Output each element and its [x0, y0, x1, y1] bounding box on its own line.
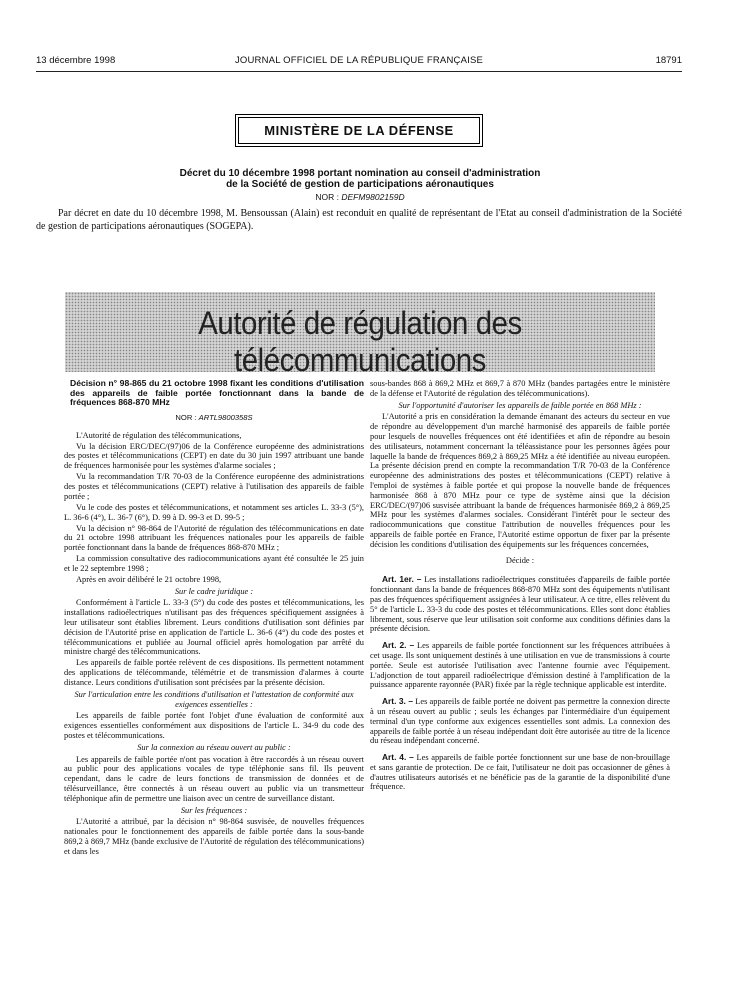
article-text: Les appareils de faible portée ne doivent pas permettre la connexion directe à un réseau ouvert au public ; seuls les échanges par l'intermédiaire d'un équipement terminal d'un type conforme aux exigences essentielles sont admis. La connexion des appareils de faible portée à un réseau indépendant doit être autorisée au titre de la licence du réseau indépendant concerné.	[370, 697, 670, 746]
article-4	[370, 753, 670, 792]
header-date: 13 décembre 1998	[36, 55, 116, 66]
article-label: Art. 1er. –	[382, 574, 422, 585]
body-paragraph: Les appareils de faible portée n'ont pas vocation à être raccordés à un réseau ouvert au public pour des applications vocales de type téléphonie sans fil. Ils peuvent cependant, dans le cadre de leurs fonctions de transmission de données et de télésurveillance, être connectés à un réseau ouvert au public via un transmetteur téléphonique afin de permettre une liaison avec un centre de surveillance distant.	[64, 754, 364, 803]
visa-paragraph: Vu le code des postes et télécommunications, et notamment ses articles L. 33-3 (5°), L. 36-6 (4°), L. 36-7 (6°), D. 99 à D. 99-3 et D. 99-5 ;	[64, 502, 364, 522]
decree-title-line1: Décret du 10 décembre 1998 portant nomination au conseil d'administration	[179, 168, 541, 179]
header-journal-title: JOURNAL OFFICIEL DE LA RÉPUBLIQUE FRANÇAISE	[234, 55, 484, 66]
page-header	[36, 55, 682, 69]
header-page-number: 18791	[655, 55, 682, 66]
article-text: Les installations radioélectriques constituées d'appareils de faible portée fonctionnant dans la bande de fréquences 868-870 MHz sont des équipements n'utilisant pas des fréquences spécifiquement assignées à leur utilisateur. A ce titre, elles relèvent du 5° de l'article L. 33-3 du code des postes et télécommunications. Elles sont donc établies librement, sous réserve que leur utilisation soit conforme aux conditions définies dans la présente décision.	[370, 575, 670, 634]
article-text: Les appareils de faible portée fonctionnent sur une base de non-brouillage et sans garantie de protection. De ce fait, l'utilisateur ne doit pas occasionner de gênes à d'autres utilisateurs autorisés et ne bénéficie pas de la garantie de la disponibilité d'une fréquence.	[370, 753, 670, 792]
visa-paragraph: L'Autorité de régulation des télécommunications,	[76, 430, 242, 440]
visa-paragraph: La commission consultative des radiocommunications ayant été consultée le 25 juin et le 22 septembre 1998 ;	[64, 554, 364, 573]
decree-title-line2: de la Société de gestion de participations aéronautiques	[226, 179, 494, 190]
section-heading: Sur l'articulation entre les conditions d'utilisation et l'attestation de conformité aux exigences essentielles :	[74, 689, 354, 709]
article-text: Les appareils de faible portée fonctionnent sur les fréquences attribuées à cet usage. Ils sont uniquement destinés à une utilisation en vue de transmissions à courte portée. Seule est autorisée l'utilisation avec l'antenne fournie avec l'équipement. L'adjonction de tout appareil radioélectrique d'émission destiné à l'amplification de la puissance apparente rayonnée (PAR) fixée par la règle technique applicable est interdite.	[370, 641, 671, 690]
nor-code: DEFM9802159D	[341, 192, 405, 202]
section-heading: Sur l'opportunité d'autoriser les appareils de faible portée en 868 MHz :	[398, 400, 642, 410]
nor-label: NOR :	[175, 412, 197, 422]
visa-paragraph: Vu la décision ERC/DEC/(97)06 de la Conférence européenne des administrations des postes et télécommunications (CEPT) en date du 30 juin 1997 attribuant une bande de fréquences harmonisée pour les systèmes d'alarme sociales ;	[64, 441, 364, 471]
decision-title: Décision n° 98-865 du 21 octobre 1998 fixant les conditions d'utilisation des appareils de faible portée fonctionnant dans la bande de fréquences 868-870 MHz	[70, 378, 364, 408]
article-3	[370, 697, 670, 746]
right-column	[370, 379, 670, 793]
body-paragraph: L'Autorité a attribué, par la décision n° 98-864 susvisée, de nouvelles fréquences nationales pour le fonctionnement des appareils de faible portée dans la sous-bande 869,2 à 869,7 MHz (bande exclusive de l'Autorité de régulation des télécommunications) et dans les	[64, 817, 364, 856]
decree-nor	[100, 192, 620, 202]
section-heading: Sur les fréquences :	[180, 805, 248, 815]
left-column	[64, 379, 364, 858]
nor-label: NOR :	[315, 192, 339, 202]
nor-code: ARTL9800358S	[198, 412, 253, 422]
ministry-heading: MINISTÈRE DE LA DÉFENSE	[238, 117, 480, 144]
header-rule	[36, 71, 682, 72]
article-label: Art. 3. –	[382, 696, 413, 707]
body-paragraph: Conformément à l'article L. 33-3 (5°) du code des postes et télécommunications, les installations radioélectriques n'utilisant pas des fréquences spécifiquement assignées à leur utilisateur sont établies librement. Leurs conditions d'utilisation sont définies par décision de l'Autorité prise en application de l'article L. 36-6 (4°) du code des postes et télécommunications et publiée au Journal officiel après homologation par arrêté du ministre chargé des télécommunications.	[64, 598, 364, 657]
visa-paragraph: Vu la recommandation T/R 70-03 de la Conférence européenne des administrations des postes et télécommunications (CEPT) relative à l'utilisation des appareils de faible portée ;	[64, 472, 364, 501]
decide-heading: Décide :	[505, 555, 535, 565]
article-1	[370, 575, 670, 634]
article-label: Art. 4. –	[382, 752, 414, 763]
body-paragraph: sous-bandes 868 à 869,2 MHz et 869,7 à 870 MHz (bandes partagées entre le ministère de la défense et l'Autorité de régulation des télécommunications).	[370, 379, 670, 398]
decision-nor	[64, 413, 364, 423]
decree-body: Par décret en date du 10 décembre 1998, M. Bensoussan (Alain) est reconduit en qualité de représentant de l'Etat au conseil d'administration de la Société de gestion de participations aéronautiques (SOGEPA).	[36, 208, 682, 232]
section-heading: Sur le cadre juridique :	[174, 586, 254, 596]
body-paragraph: L'Autorité a pris en considération la demande émanant des acteurs du secteur en vue de répondre au développement d'un marché harmonisé des appareils de faible portée pour lesquels de nouvelles fréquences ont été identifiées et afin de répondre au besoin des utilisateurs, notamment concernant la téléassistance pour les personnes âgées pour laquelle la bande de fréquences 869,2 à 869,25 MHz a été identifiée au niveau européen. La présente décision prend en compte la recommandation T/R 70-03 de la Conférence européenne des administrations des postes et télécommunications (CEPT) relative à l'emploi de systèmes à faible portée et qui propose la nouvelle bande de fréquences harmonisée 868 à 870 MHz pour ce type de système ainsi que la décision ERC/DEC/(97)06 susvisée attribuant la bande de fréquences harmonisée 869,2 à 869,25 MHz pour les systèmes d'alarmes sociales. Considérant l'intérêt pour le secteur des radiocommunications que constitue l'attribution de nouvelles fréquences pour les appareils de faible portée en France, l'Autorité estime opportun de fixer par la présente décision les conditions d'utilisation des équipements sur les fréquences concernées,	[370, 412, 670, 549]
section-heading: Sur la connexion au réseau ouvert au public :	[137, 742, 291, 752]
visa-paragraph: Après en avoir délibéré le 21 octobre 1998,	[76, 574, 222, 584]
article-2	[370, 641, 670, 690]
authority-banner	[65, 292, 655, 378]
visa-paragraph: Vu la décision n° 98-864 de l'Autorité de régulation des télécommunications en date du 21 octobre 1998 attribuant les fréquences nationales pour les appareils de faible portée fonctionnant dans la bande de fréquences 868-870 MHz ;	[64, 523, 364, 553]
body-paragraph: Les appareils de faible portée relèvent de ces dispositions. Ils permettent notamment des applications de télécommande, télémétrie et de transmission d'alarmes à courte distance. Leurs conditions d'utilisation sont précisées par la présente décision.	[64, 658, 364, 688]
authority-banner-title: Autorité de régulation des télécommunications	[198, 305, 522, 378]
article-label: Art. 2. –	[382, 640, 415, 651]
body-paragraph: Les appareils de faible portée font l'objet d'une évaluation de conformité aux exigences essentielles conformément aux dispositions de l'article L. 34-9 du code des postes et télécommunications.	[64, 711, 364, 740]
